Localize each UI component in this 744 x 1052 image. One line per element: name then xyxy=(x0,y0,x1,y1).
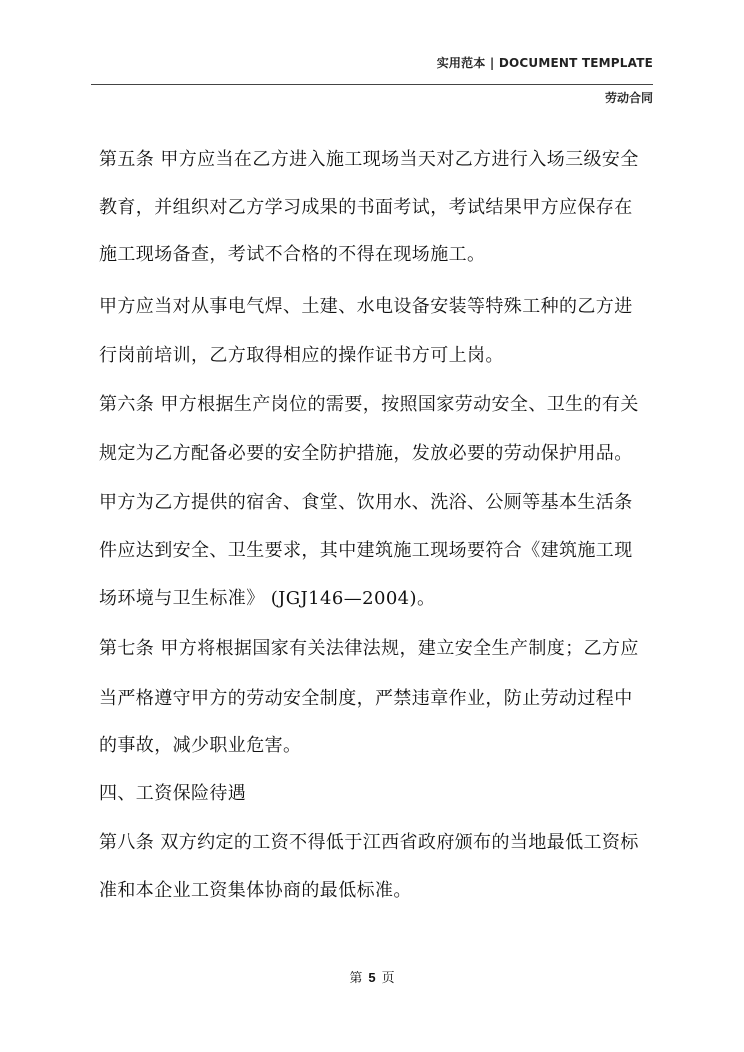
section-heading: 四、工资保险待遇 xyxy=(99,783,247,804)
body-line: 第八条 双方约定的工资不得低于江西省政府颁布的当地最低工资标 xyxy=(99,832,639,853)
body-line: 施工现场备查，考试不合格的不得在现场施工。 xyxy=(99,244,486,265)
header-template-label: 实用范本 | DOCUMENT TEMPLATE xyxy=(436,56,653,70)
body-line: 第七条 甲方将根据国家有关法律法规，建立安全生产制度；乙方应 xyxy=(99,638,639,659)
body-line: 场环境与卫生标准》 (JGJ146—2004)。 xyxy=(99,588,436,609)
body-line: 第五条 甲方应当在乙方进入施工现场当天对乙方进行入场三级安全 xyxy=(99,149,639,170)
footer-suffix: 页 xyxy=(381,971,395,986)
body-line: 准和本企业工资集体协商的最低标准。 xyxy=(99,880,412,901)
body-line: 行岗前培训，乙方取得相应的操作证书方可上岗。 xyxy=(99,345,504,366)
body-line: 件应达到安全、卫生要求，其中建筑施工现场要符合《建筑施工现 xyxy=(99,540,633,561)
body-line: 的事故，减少职业危害。 xyxy=(99,735,302,756)
header-divider xyxy=(91,84,653,85)
body-line: 甲方为乙方提供的宿舍、食堂、饮用水、洗浴、公厕等基本生活条 xyxy=(99,492,633,513)
body-line: 甲方应当对从事电气焊、土建、水电设备安装等特殊工种的乙方进 xyxy=(99,296,633,317)
body-line: 规定为乙方配备必要的安全防护措施，发放必要的劳动保护用品。 xyxy=(99,443,633,464)
header-document-title: 劳动合同 xyxy=(604,91,653,105)
body-line: 教育，并组织对乙方学习成果的书面考试，考试结果甲方应保存在 xyxy=(99,197,633,218)
body-line: 当严格遵守甲方的劳动安全制度，严禁违章作业，防止劳动过程中 xyxy=(99,688,633,709)
page-number: 5 xyxy=(368,970,376,985)
footer-prefix: 第 xyxy=(349,971,363,986)
body-line: 第六条 甲方根据生产岗位的需要，按照国家劳动安全、卫生的有关 xyxy=(99,394,639,415)
page-footer xyxy=(0,967,744,986)
